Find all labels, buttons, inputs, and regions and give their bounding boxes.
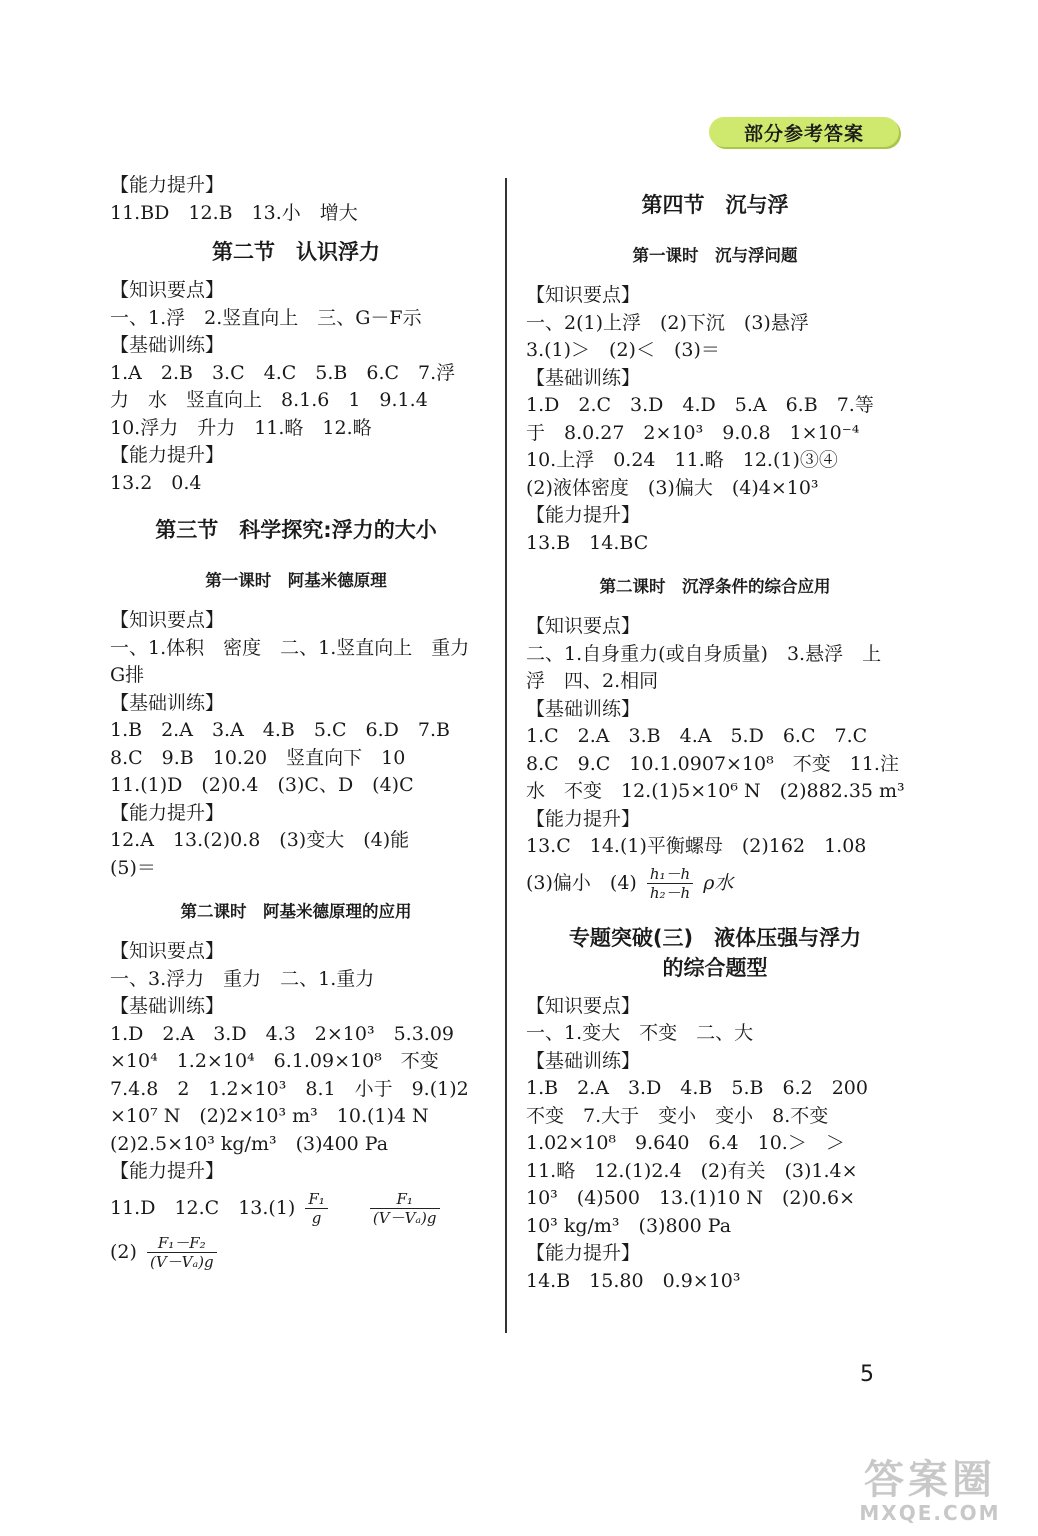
fraction-denominator: (V－Vₐ)g: [149, 1253, 214, 1271]
answer-line-fraction: [526, 861, 904, 905]
tag-ability: 【能力提升】: [526, 807, 641, 830]
answer-line: 于 8.0.27 2×10³ 9.0.8 1×10⁻⁴: [526, 421, 860, 444]
fraction: [305, 1190, 327, 1227]
answer-line: 10.浮力 升力 11.略 12.略: [110, 416, 372, 439]
watermark-text: 答案圈: [864, 1457, 996, 1503]
lesson-title: 第一课时 沉与浮问题: [632, 246, 798, 265]
lesson-title: 第一课时 阿基米德原理: [205, 571, 387, 590]
answer-line: 10.上浮 0.24 11.略 12.(1)③④: [526, 449, 838, 471]
answer-line: 一、2(1)上浮 (2)下沉 (3)悬浮: [526, 311, 809, 334]
answer-line: ×10⁷ N (2)2×10³ m³ 10.(1)4 N: [110, 1105, 429, 1127]
tag-knowledge: 【知识要点】: [526, 284, 641, 306]
tag-basic: 【基础训练】: [526, 1049, 641, 1072]
tag-knowledge: 【知识要点】: [110, 279, 225, 301]
watermark-url: MXQE.COM: [859, 1501, 1001, 1525]
answer-line: (5)＝: [110, 856, 156, 879]
answer-line: 1.D 2.A 3.D 4.3 2×10³ 5.3.09: [110, 1022, 455, 1045]
tag-ability: 【能力提升】: [110, 1160, 225, 1182]
tag-knowledge: 【知识要点】: [526, 994, 641, 1017]
answer-line: 8.C 9.B 10.20 竖直向下 10: [110, 746, 406, 769]
tag-ability: 【能力提升】: [110, 174, 225, 196]
answer-line: 一、1.变大 不变 二、大: [526, 1022, 754, 1044]
lesson-title: 第二课时 沉浮条件的综合应用: [599, 577, 831, 596]
answer-line: 一、3.浮力 重力 二、1.重力: [110, 967, 375, 990]
answer-line: 13.2 0.4: [110, 471, 202, 494]
answer-line: 1.A 2.B 3.C 4.C 5.B 6.C 7.浮: [110, 361, 456, 384]
tag-ability: 【能力提升】: [526, 1242, 641, 1264]
tag-basic: 【基础训练】: [110, 691, 225, 714]
right-column: [526, 172, 904, 1295]
answer-line: 12.A 13.(2)0.8 (3)变大 (4)能: [110, 829, 410, 851]
answer-line: ×10⁴ 1.2×10⁴ 6.1.09×10⁸ 不变: [110, 1050, 439, 1072]
answer-key-badge: 部分参考答案: [709, 117, 899, 147]
tag-ability: 【能力提升】: [110, 801, 225, 824]
tag-basic: 【基础训练】: [110, 334, 225, 356]
tag-knowledge: 【知识要点】: [526, 615, 641, 637]
lesson-title: 第二课时 阿基米德原理的应用: [180, 902, 412, 921]
answer-line: 1.B 2.A 3.A 4.B 5.C 6.D 7.B: [110, 719, 450, 741]
answer-line: 14.B 15.80 0.9×10³: [526, 1269, 741, 1292]
tag-ability: 【能力提升】: [526, 504, 641, 526]
tag-knowledge: 【知识要点】: [110, 940, 225, 962]
answer-line: 8.C 9.C 10.1.0907×10⁸ 不变 11.注: [526, 752, 899, 775]
answer-line: 1.B 2.A 3.D 4.B 5.B 6.2 200: [526, 1077, 868, 1099]
answer-line: 一、1.浮 2.竖直向上 三、G－F示: [110, 306, 422, 329]
answer-line: 10³ (4)500 13.(1)10 N (2)0.6×: [526, 1187, 855, 1209]
answer-line-fraction: [110, 1186, 482, 1230]
fraction: [647, 865, 693, 902]
answer-text: (2): [110, 1240, 137, 1263]
tag-knowledge: 【知识要点】: [110, 609, 225, 631]
answer-line: 二、1.自身重力(或自身质量) 3.悬浮 上: [526, 642, 882, 665]
answer-line: 水 不变 12.(1)5×10⁶ N (2)882.35 m³: [526, 780, 905, 802]
answer-line: 11.略 12.(1)2.4 (2)有关 (3)1.4×: [526, 1159, 858, 1182]
answer-line: 不变 7.大于 变小 变小 8.不变: [526, 1104, 829, 1127]
fraction-numerator: F₁－F₂: [147, 1234, 217, 1253]
fraction: [147, 1234, 217, 1271]
section-title: 第四节 沉与浮: [641, 193, 789, 217]
answer-line: 7.4.8 2 1.2×10³ 8.1 小于 9.(1)2: [110, 1077, 469, 1100]
section-title: 第二节 认识浮力: [212, 240, 380, 264]
fraction-denominator: (V－Vₐ)g: [372, 1209, 437, 1227]
left-column: [110, 172, 482, 1274]
tag-basic: 【基础训练】: [526, 697, 641, 720]
answer-line: (2)液体密度 (3)偏大 (4)4×10³: [526, 476, 819, 499]
column-divider: [505, 178, 507, 1333]
fraction-numerator: F₁: [370, 1190, 440, 1209]
section-title: 第三节 科学探究:浮力的大小: [155, 518, 437, 542]
tag-basic: 【基础训练】: [110, 995, 225, 1017]
fraction-denominator: g: [311, 1209, 322, 1227]
answer-text: ρ水: [703, 871, 734, 894]
answer-line: 1.02×10⁸ 9.640 6.4 10.＞ ＞: [526, 1132, 845, 1154]
fraction-denominator: h₂－h: [649, 884, 691, 902]
answer-line: 3.(1)＞ (2)＜ (3)＝: [526, 339, 720, 361]
answer-line: 力 水 竖直向上 8.1.6 1 9.1.4: [110, 389, 428, 411]
answer-line: 1.C 2.A 3.B 4.A 5.D 6.C 7.C: [526, 725, 868, 747]
topic-title-cont: 的综合题型: [662, 955, 768, 980]
answer-text: (3)偏小 (4): [526, 871, 637, 894]
topic-title: 专题突破(三) 液体压强与浮力: [568, 925, 862, 950]
answer-line: 13.C 14.(1)平衡螺母 (2)162 1.08: [526, 835, 867, 857]
answer-line: 10³ kg/m³ (3)800 Pa: [526, 1214, 732, 1237]
fraction: [370, 1190, 440, 1227]
fraction-numerator: F₁: [305, 1190, 327, 1209]
answer-line: 13.B 14.BC: [526, 531, 649, 554]
watermark-logo: [835, 1458, 1025, 1524]
answer-line: 一、1.体积 密度 二、1.竖直向上 重力: [110, 636, 470, 659]
answer-line: 11.BD 12.B 13.小 增大: [110, 201, 358, 224]
tag-ability: 【能力提升】: [110, 444, 225, 466]
answer-text: 11.D 12.C 13.(1): [110, 1196, 296, 1219]
answer-line: 1.D 2.C 3.D 4.D 5.A 6.B 7.等: [526, 394, 874, 416]
answer-line: 浮 四、2.相同: [526, 670, 659, 692]
tag-basic: 【基础训练】: [526, 366, 641, 389]
answer-line: G排: [110, 664, 145, 686]
answer-line: 11.(1)D (2)0.4 (3)C、D (4)C: [110, 774, 414, 796]
answer-line: (2)2.5×10³ kg/m³ (3)400 Pa: [110, 1132, 389, 1155]
fraction-numerator: h₁－h: [647, 865, 693, 884]
answer-line-fraction: [110, 1230, 482, 1274]
page-number: 5: [860, 1362, 874, 1387]
